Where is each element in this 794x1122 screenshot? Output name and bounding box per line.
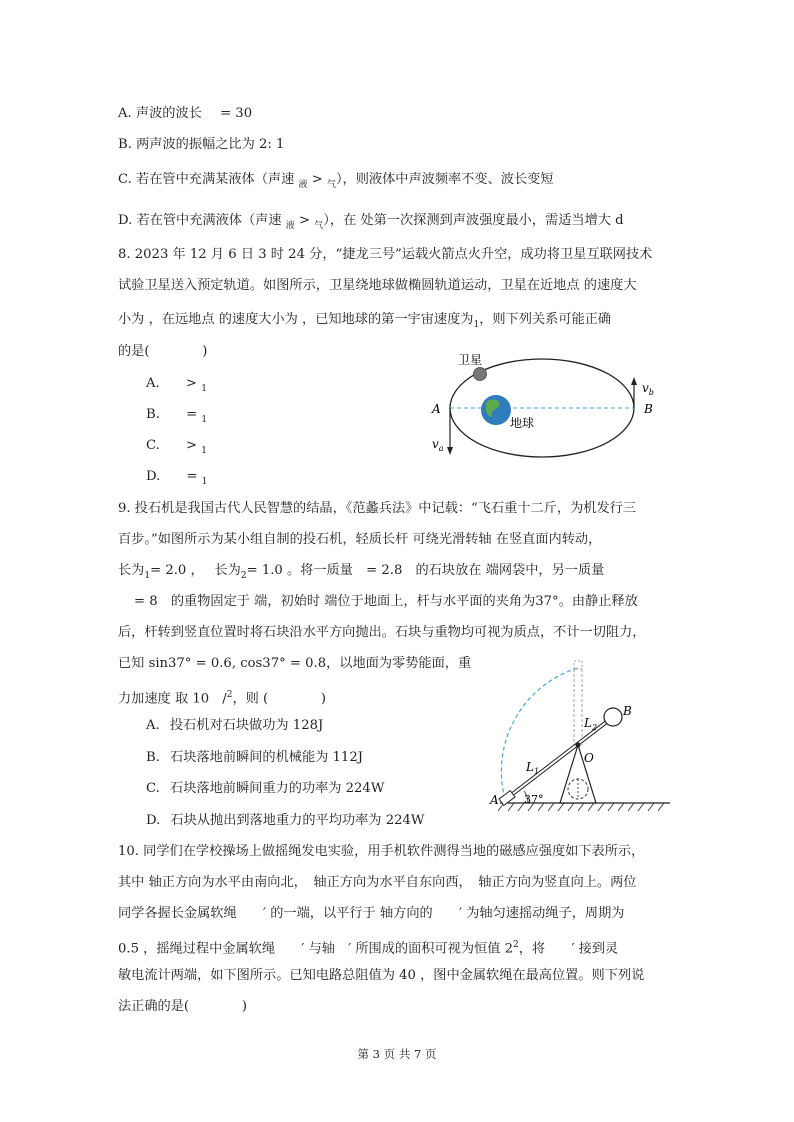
- q10-stem-line5: 敏电流计两端，如下图所示。已知电路总阻值为 40 ，图中金属软绳在最高位置。则下列说: [118, 968, 645, 983]
- subscript: 2: [240, 571, 247, 581]
- option-value: = 30: [220, 106, 253, 121]
- option-text: 投石机对石块做功为 128J: [169, 718, 324, 733]
- q8-option-a: [146, 374, 207, 395]
- option-text: 若在管中充满液体（声速: [136, 213, 282, 228]
- stem-text: = 1.0 。将一质量 = 2.8 的石块放在 端网袋中，另一质量: [246, 563, 605, 578]
- q10-stem-line4: [118, 935, 618, 959]
- q9-stem-line4: = 8 的重物固定于 端，初始时 端位于地面上，杆与水平面的夹角为37°。由静止释放: [134, 594, 638, 609]
- q9-stem-line5: 后，杆转到竖直位置时将石块沿水平方向抛出。石块与重物均可视为质点，不计一切阻力，: [118, 625, 646, 640]
- option-label: C.: [146, 781, 160, 796]
- q7-option-b: [118, 135, 284, 155]
- va-label: [432, 437, 444, 453]
- point-b-label: B: [623, 704, 632, 718]
- angle-label: 37°: [524, 793, 544, 806]
- vb-subscript: b: [648, 388, 654, 397]
- relation: >: [186, 438, 198, 453]
- relation: >: [311, 172, 323, 187]
- vb-arrowhead: [631, 377, 637, 385]
- l2-subscript: 2: [591, 723, 598, 732]
- subscript: 1: [201, 477, 208, 487]
- vb-symbol: v: [642, 381, 649, 395]
- l2-label: [583, 716, 597, 732]
- l1-subscript: 1: [533, 767, 540, 776]
- option-text: 声波的波长: [135, 106, 202, 121]
- option-text: 若在管中充满某液体（声速: [136, 172, 295, 187]
- q9-option-a: [146, 716, 323, 736]
- option-text: ），在 处第一次探测到声波强度最小，需适当增大 d: [323, 213, 624, 228]
- q9-stem-line7: [118, 685, 326, 709]
- orbit-figure: [420, 345, 660, 460]
- page-footer: 第 3 页 共 7 页: [357, 1047, 437, 1061]
- option-text: 石块从抛出到落地重力的平均功率为 224W: [170, 813, 425, 828]
- point-a-label: A: [432, 402, 441, 416]
- option-text: 石块落地前瞬间的机械能为 112J: [170, 750, 363, 765]
- subscript: 液: [298, 180, 308, 190]
- stem-text: ，则下列关系可能正确: [479, 312, 612, 327]
- q8-option-c: [146, 436, 207, 457]
- q8-stem-line4: 的是( ): [118, 344, 208, 359]
- stem-text: ，将 ′ 接到灵: [518, 941, 619, 957]
- q10-stem-line3: 同学各握长金属软绳 ′ 的一端，以平行于 轴方向的 ′ 为轴匀速摇动绳子，周期为: [118, 906, 625, 921]
- subscript: 液: [285, 221, 295, 231]
- q9-stem-line3: [118, 561, 604, 582]
- q8-stem-line3: [118, 310, 611, 331]
- point-a-label: A: [490, 793, 499, 807]
- q9-option-b: [146, 748, 363, 768]
- point-o-label: O: [584, 751, 594, 765]
- va-subscript: a: [438, 444, 444, 453]
- earth-label: 地球: [510, 416, 535, 430]
- subscript: 气: [326, 180, 336, 190]
- stem-text: 长为: [118, 563, 145, 578]
- q9-option-d: [146, 811, 424, 831]
- vb-label: [642, 381, 654, 397]
- option-label: A.: [146, 376, 160, 391]
- relation: >: [185, 376, 197, 391]
- option-label: C.: [118, 172, 132, 187]
- q8-stem-line1: 8. 2023 年 12 月 6 日 3 时 24 分，“捷龙三号”运载火箭点火升空，成功将卫星互联网技术: [118, 247, 653, 262]
- option-text: ），则液体中声波频率不变、波长变短: [335, 172, 554, 187]
- q9-stem-line2: 百步。”如图所示为某小组自制的投石机，轻质长杆 可绕光滑转轴 在竖直面内转动，: [118, 532, 602, 547]
- option-label: D.: [118, 213, 133, 228]
- point-b-label: B: [644, 402, 653, 416]
- swing-path: [501, 668, 578, 799]
- option-text: 石块落地前瞬间重力的功率为 224W: [170, 781, 385, 796]
- option-label: B.: [146, 407, 160, 422]
- option-label: C.: [146, 438, 160, 453]
- superscript: 2: [226, 690, 233, 700]
- stem-text: 小为 ，在远地点 的速度大小为 ，已知地球的第一宇宙速度为: [118, 312, 474, 327]
- l1-symbol: L: [526, 760, 534, 774]
- q8-stem-line2: 试验卫星送入预定轨道。如图所示，卫星绕地球做椭圆轨道运动，卫星在近地点 的速度大: [118, 278, 637, 293]
- q9-stem-line6: 已知 sin37° = 0.6, cos37° = 0.8，以地面为零势能面，重: [118, 656, 472, 671]
- stone-final-position: [574, 661, 582, 669]
- earth-icon: [481, 395, 511, 425]
- relation: =: [186, 469, 198, 484]
- q8-option-b: [146, 405, 207, 426]
- subscript: 1: [144, 571, 151, 581]
- option-label: A.: [118, 106, 132, 121]
- q8-option-d: [146, 467, 208, 488]
- pivot-o: [576, 743, 581, 748]
- option-label: A.: [146, 718, 160, 733]
- ground-hatching: [498, 803, 664, 811]
- q10-stem-line2: 其中 轴正方向为水平由南向北， 轴正方向为水平自东向西， 轴正方向为竖直向上。两位: [118, 875, 637, 890]
- va-symbol: v: [432, 437, 439, 451]
- superscript: 2: [513, 940, 519, 950]
- subscript: 1: [201, 415, 208, 425]
- q10-stem-line1: 10. 同学们在学校操场上做摇绳发电实验，用手机软件测得当地的磁感应强度如下表所示，: [118, 844, 645, 859]
- q9-option-c: [146, 779, 384, 799]
- subscript: 气: [314, 221, 324, 231]
- subscript: 1: [201, 446, 208, 456]
- trebuchet-figure: [470, 655, 670, 815]
- option-label: D.: [146, 813, 161, 828]
- subscript: 1: [201, 384, 207, 394]
- option-label: B.: [118, 137, 132, 152]
- q7-option-c: [118, 170, 554, 191]
- relation: =: [186, 407, 198, 422]
- counterweight-b: [604, 708, 622, 726]
- subscript: 1: [473, 320, 480, 330]
- l1-label: [525, 760, 539, 776]
- q7-option-a: [118, 104, 252, 124]
- q9-stem-line1: 9. 投石机是我国古代人民智慧的结晶，《范蠡兵法》中记载：“飞石重十二斤，为机发行三: [118, 501, 637, 516]
- va-arrowhead: [447, 447, 453, 455]
- stem-text: = 2.0 ， 长为: [150, 563, 241, 578]
- satellite-label: 卫星: [458, 353, 483, 367]
- q7-option-d: [118, 211, 624, 232]
- q10-stem-line6: 法正确的是( ): [118, 999, 247, 1014]
- option-label: D.: [146, 469, 161, 484]
- option-label: B.: [146, 750, 160, 765]
- stem-text: ，则 ( ): [232, 691, 327, 707]
- l2-symbol: L: [584, 716, 592, 730]
- relation: >: [298, 213, 311, 228]
- option-text: 两声波的振幅之比为 2: 1: [136, 137, 285, 152]
- satellite-icon: [474, 368, 487, 381]
- stem-text: 力加速度 取 10 /: [118, 691, 227, 707]
- stem-text: 0.5 ，摇绳过程中金属软绳 ′ 与轴 ′ 所围成的面积可视为恒值 2: [118, 941, 513, 957]
